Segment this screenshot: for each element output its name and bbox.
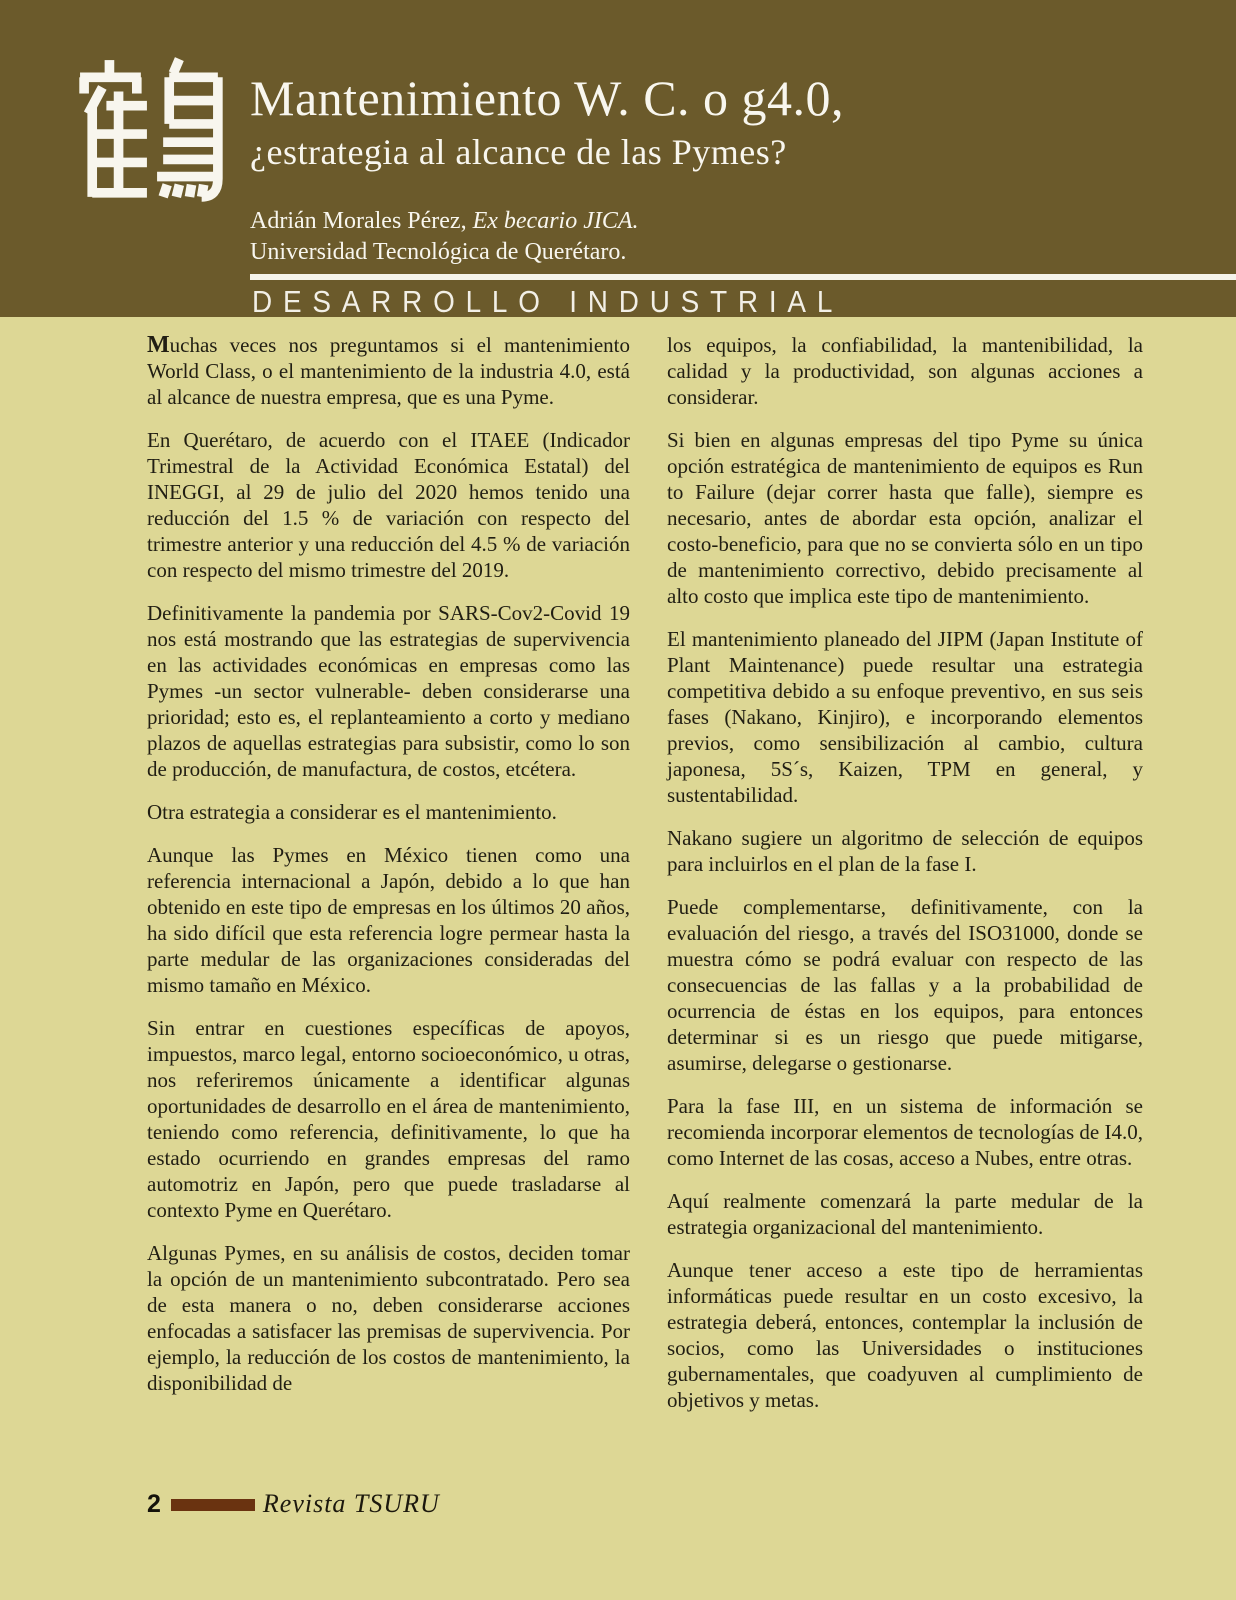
- paragraph: Nakano sugiere un algoritmo de selección de equipos para incluirlos en el plan de la fase I.: [667, 826, 1143, 876]
- page-number: 2: [147, 1489, 161, 1518]
- author-line: [250, 206, 639, 237]
- paragraph: Muchas veces nos preguntamos si el mantenimiento World Class, o el mantenimiento de la industria 4.0, está al alcance de nuestra empresa, que es una Pyme.: [147, 332, 630, 409]
- paragraph: Algunas Pymes, en su análisis de costos, deciden tomar la opción de un mantenimiento subcontratado. Pero sea de esta manera o no, deben considerarse acciones enfocadas a satisfacer las premisas de supervivencia. Por ejemplo, la reducción de los costos de mantenimiento, la disponibilidad de: [147, 1241, 630, 1395]
- author-credential: Ex becario JICA.: [472, 208, 639, 234]
- paragraph: En Querétaro, de acuerdo con el ITAEE (Indicador Trimestral de la Actividad Económica Estatal) del INEGGI, al 29 de julio del 2020 hemos tenido una reducción del 1.5 % de variación con respecto del trimestre anterior y una reducción del 4.5 % de variación con respecto del mismo trimestre del 2019.: [147, 428, 630, 582]
- tsuru-kanji-logo: [76, 56, 228, 204]
- paragraph: Aquí realmente comenzará la parte medular de la estrategia organizacional del mantenimiento.: [667, 1189, 1143, 1239]
- author-name: Adrián Morales Pérez,: [250, 208, 473, 234]
- paragraph: Aunque las Pymes en México tienen como una referencia internacional a Japón, debido a lo que han obtenido en este tipo de empresas en los últimos 20 años, ha sido difícil que esta referencia logre permear hasta la parte medular de las organizaciones consideradas del mismo tamaño en México.: [147, 843, 630, 997]
- page-footer: [147, 1489, 440, 1519]
- header-divider: [250, 274, 1236, 280]
- title-block: [250, 72, 844, 173]
- section-label: DESARROLLO INDUSTRIAL: [252, 284, 844, 319]
- article-body: [0, 317, 1236, 1600]
- article-title-line1: Mantenimiento W. C. o g4.0,: [250, 70, 845, 126]
- journal-name: Revista TSURU: [262, 1489, 440, 1518]
- paragraph: Otra estrategia a considerar es el mantenimiento.: [147, 800, 557, 824]
- article-title-line2: ¿estrategia al alcance de las Pymes?: [250, 131, 787, 172]
- paragraph: El mantenimiento planeado del JIPM (Japan Institute of Plant Maintenance) puede resultar una estrategia competitiva debido a su enfoque preventivo, en sus seis fases (Nakano, Kinjiro), e incorporando elementos previos, como sensibilización al cambio, cultura japonesa, 5S´s, Kaizen, TPM en general, y sustentabilidad.: [667, 627, 1143, 807]
- author-affiliation: Universidad Tecnológica de Querétaro.: [250, 238, 627, 265]
- paragraph: Aunque tener acceso a este tipo de herramientas informáticas puede resultar en un costo excesivo, la estrategia deberá, entonces, contemplar la inclusión de socios, como las Universidades o instituciones gubernamentales, que coadyuven al cumplimiento de objetivos y metas.: [667, 1258, 1143, 1412]
- paragraph: los equipos, la confiabilidad, la mantenibilidad, la calidad y la productividad, son algunas acciones a considerar.: [667, 333, 1143, 409]
- author-block: [250, 206, 639, 267]
- paragraph: Para la fase III, en un sistema de información se recomienda incorporar elementos de tecnologías de I4.0, como Internet de las cosas, acceso a Nubes, entre otras.: [667, 1094, 1143, 1170]
- footer-bar-decoration: [171, 1499, 255, 1511]
- left-column: [147, 332, 630, 1600]
- paragraph: Sin entrar en cuestiones específicas de apoyos, impuestos, marco legal, entorno socioeconómico, u otras, nos referiremos únicamente a identificar algunas oportunidades de desarrollo en el área de mantenimiento, teniendo como referencia, definitivamente, lo que ha estado ocurriendo en grandes empresas del ramo automotriz en Japón, pero que puede trasladarse al contexto Pyme en Querétaro.: [147, 1016, 630, 1222]
- lead-cap: M: [147, 332, 170, 358]
- tsuru-kanji-icon: [76, 56, 228, 204]
- right-column: [667, 332, 1143, 1600]
- paragraph: Si bien en algunas empresas del tipo Pyme su única opción estratégica de mantenimiento de equipos es Run to Failure (dejar correr hasta que falle), siempre es necesario, antes de abordar esta opción, analizar el costo-beneficio, para que no se convierta sólo en un tipo de mantenimiento correctivo, debido precisamente al alto costo que implica este tipo de mantenimiento.: [667, 428, 1143, 608]
- article-header: [0, 0, 1236, 317]
- paragraph: Definitivamente la pandemia por SARS-Cov2-Covid 19 nos está mostrando que las estrategias de supervivencia en las actividades económicas en empresas como las Pymes -un sector vulnerable- deben considerarse una prioridad; esto es, el replanteamiento a corto y mediano plazos de aquellas estrategias para subsistir, como lo son de producción, de manufactura, de costos, etcétera.: [147, 601, 630, 781]
- paragraph: Puede complementarse, definitivamente, con la evaluación del riesgo, a través del ISO31000, donde se muestra cómo se podrá evaluar con respecto de las consecuencias de las fallas y a la probabilidad de ocurrencia de éstas en los equipos, para entonces determinar si es un riesgo que puede mitigarse, asumirse, delegarse o gestionarse.: [667, 895, 1143, 1075]
